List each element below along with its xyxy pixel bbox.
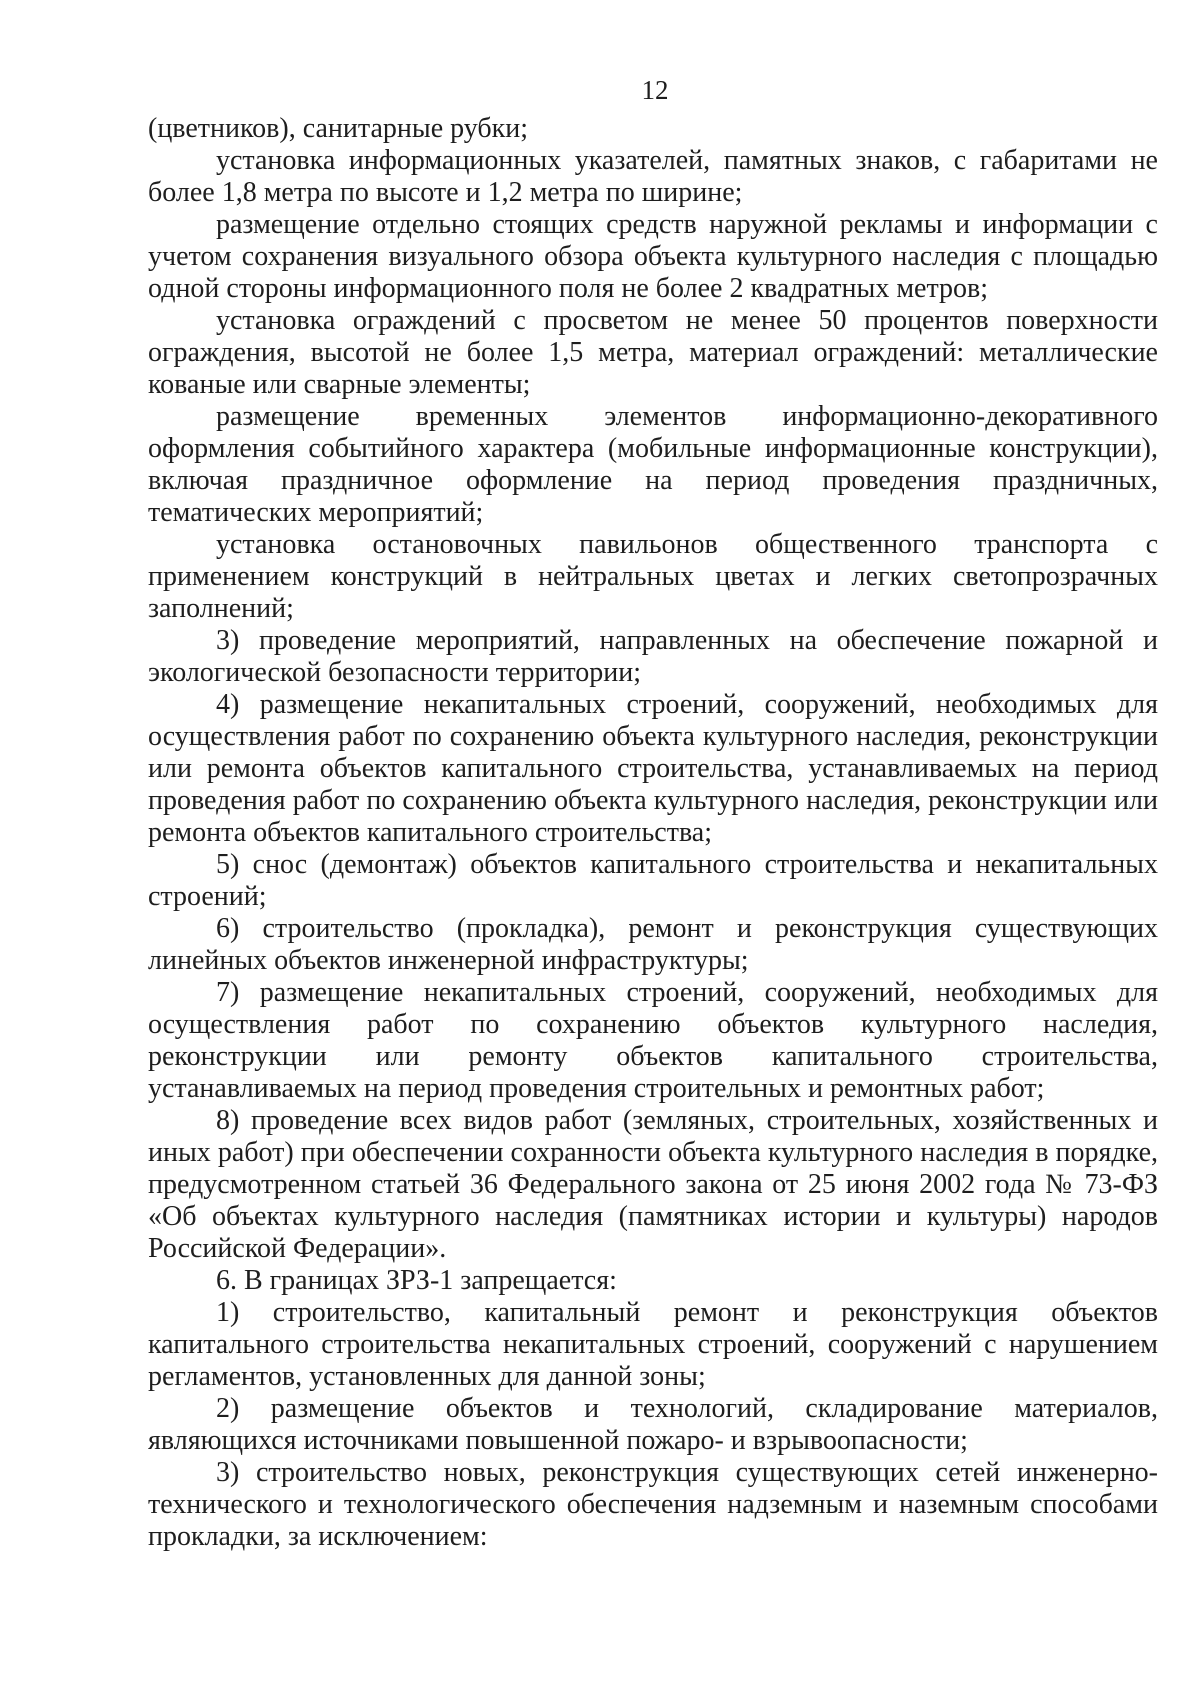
paragraph: 7) размещение некапитальных строений, сооружений, необходимых для осуществления работ по сохранению объектов культурного наследия, реконструкции или ремонту объектов капитального строительства, устанавливаемых на период проведения строительных и ремонтных работ; <box>148 977 1158 1104</box>
paragraph: 5) снос (демонтаж) объектов капитального строительства и некапитальных строений; <box>148 849 1158 912</box>
paragraph: 2) размещение объектов и технологий, складирование материалов, являющихся источниками повышенной пожаро- и взрывоопасности; <box>148 1393 1158 1456</box>
paragraph: 6) строительство (прокладка), ремонт и реконструкция существующих линейных объектов инженерной инфраструктуры; <box>148 913 1158 976</box>
paragraph: установка ограждений с просветом не менее 50 процентов поверхности ограждения, высотой не более 1,5 метра, материал ограждений: металлические кованые или сварные элементы; <box>148 305 1158 400</box>
paragraph: 8) проведение всех видов работ (земляных, строительных, хозяйственных и иных работ) при обеспечении сохранности объекта культурного наследия в порядке, предусмотренном статьей 36 Федерального закона от 25 июня 2002 года № 73-ФЗ «Об объектах культурного наследия (памятниках истории и культуры) народов Российской Федерации». <box>148 1105 1158 1264</box>
page-number: 12 <box>641 75 669 105</box>
document-body <box>148 113 1158 1553</box>
paragraph: 1) строительство, капитальный ремонт и реконструкция объектов капитального строительства некапитальных строений, сооружений с нарушением регламентов, установленных для данной зоны; <box>148 1297 1158 1392</box>
paragraph: 3) проведение мероприятий, направленных на обеспечение пожарной и экологической безопасности территории; <box>148 625 1158 688</box>
paragraph: установка остановочных павильонов общественного транспорта с применением конструкций в нейтральных цветах и легких светопрозрачных заполнений; <box>148 529 1158 624</box>
paragraph: размещение временных элементов информационно-декоративного оформления событийного характера (мобильные информационные конструкции), включая праздничное оформление на период проведения праздничных, тематических мероприятий; <box>148 401 1158 528</box>
paragraph: 6. В границах ЗРЗ-1 запрещается: <box>216 1265 617 1296</box>
paragraph: установка информационных указателей, памятных знаков, с габаритами не более 1,8 метра по высоте и 1,2 метра по ширине; <box>148 145 1158 208</box>
paragraph: 4) размещение некапитальных строений, сооружений, необходимых для осуществления работ по сохранению объекта культурного наследия, реконструкции или ремонта объектов капитального строительства, устанавливаемых на период проведения работ по сохранению объекта культурного наследия, реконструкции или ремонта объектов капитального строительства; <box>148 689 1158 848</box>
paragraph: размещение отдельно стоящих средств наружной рекламы и информации с учетом сохранения визуального обзора объекта культурного наследия с площадью одной стороны информационного поля не более 2 квадратных метров; <box>148 209 1158 304</box>
paragraph: 3) строительство новых, реконструкция существующих сетей инженерно-технического и технологического обеспечения надземным и наземным способами прокладки, за исключением: <box>148 1457 1158 1552</box>
paragraph: (цветников), санитарные рубки; <box>148 113 528 144</box>
